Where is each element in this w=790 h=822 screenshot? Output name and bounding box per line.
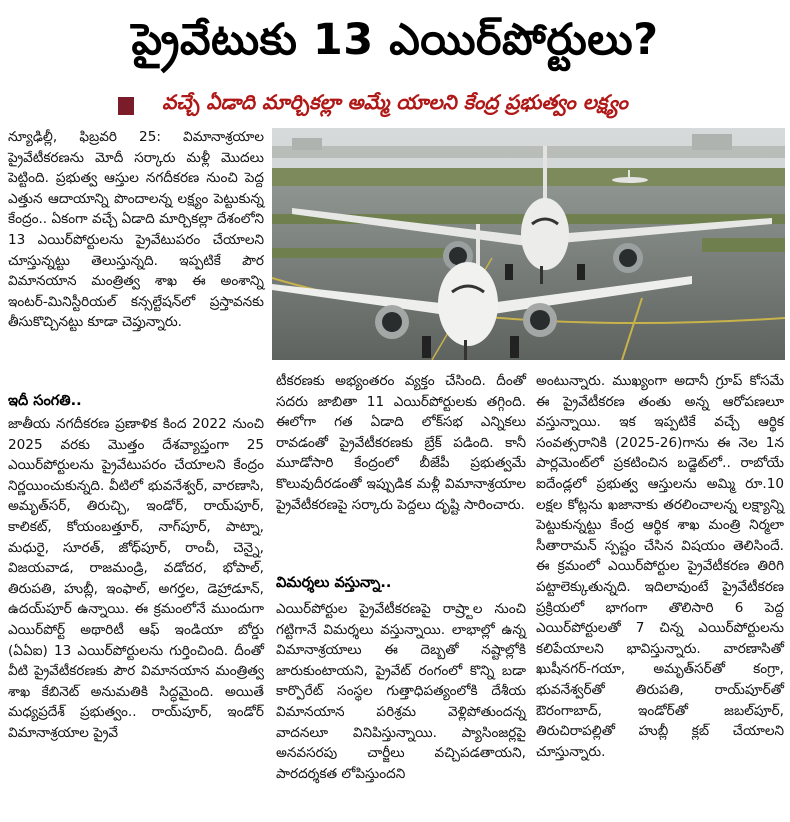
column2-top-text: టీకరణకు అభ్యంతరం వ్యక్తం చేసింది. దీంతో సదరు జాబితా 11 ఎయిర్‌పోర్టులకు తగ్గింది. ఈలోగా గత ఏడాది లోక్‌సభ ఎన్నికలు రావడంతో ప్రైవేటీకరణకు బ్రేక్ పడింది. కానీ మూడోసారి కేంద్రంలో బీజేపీ ప్రభుత్వమే కొలువుదీరడంతో ఇప్పుడిక మళ్లీ విమానాశ్రయాల ప్రైవేటీకరణపై సర్కారు పెద్దలు దృష్టి సారించారు. bbox=[276, 373, 526, 513]
intro-text: న్యూఢిల్లీ, ఫిబ్రవరి 25: విమానాశ్రయాల ప్రైవేటీకరణను మోదీ సర్కారు మళ్లీ మొదలు పెట్టింది. ప్రభుత్వ ఆస్తుల నగదీకరణ నుంచి పెద్ద ఎత్తున ఆదాయాన్ని పొందాలన్న లక్ష్యం పెట్టుకున్న కేంద్రం.. ఏకంగా వచ్చే ఏడాది మార్చికల్లా దేశంలోని 13 ఎయిర్‌పోర్టులను ప్రైవేటుపరం చేయాలని చూస్తున్నట్టు తెలుస్తున్నది. ఇప్పటికే పౌర విమానయాన మంత్రిత్వ శాఖ ఈ అంశాన్ని ఇంటర్-మినిస్టీరియల్ కన్సల్టేషన్‌లో ప్రస్తావనకు తీసుకొచ్చినట్టు కూడా చెప్తున్నారు. bbox=[8, 129, 264, 331]
section1-heading: ఇదీ సంగతి.. bbox=[8, 393, 82, 409]
column2-body bbox=[276, 599, 526, 784]
section1-body bbox=[8, 414, 264, 744]
subheadline: వచ్చే ఏడాది మార్చికల్లా అమ్మే యాలని కేంద్ర ప్రభుత్వం లక్ష్యం bbox=[162, 90, 628, 114]
column2-top bbox=[276, 371, 526, 515]
column3-text: అంటున్నారు. ముఖ్యంగా అదానీ గ్రూప్ కోసమే ఈ ప్రైవేటీకరణ తంతు అన్న ఆరోపణలూ వస్తున్నాయి. ఇక ఇప్పటికే వచ్చే ఆర్థిక సంవత్సరానికి (2025-26)గాను ఈ నెల 1న పార్లమెంట్‌లో ప్రకటించిన బడ్జెట్‌లో.. రాబోయే ఐదేండ్లలో ప్రభుత్వ ఆస్తులను అమ్మి రూ.10 లక్షల కోట్లను ఖజానాకు తరలించాలన్న లక్ష్యాన్ని పెట్టుకున్నట్టు కేంద్ర ఆర్థిక శాఖ మంత్రి నిర్మలా సీతారామన్ స్పష్టం చేసిన విషయం తెలిసిందే. ఈ క్రమంలో ఎయిర్‌పోర్టుల ప్రైవేటీకరణ తిరిగి పట్టాలెక్కుతున్నది. ఇదిలావుంటే ప్రైవేటీకరణ ప్రక్రియలో భాగంగా తొలిసారి 6 పెద్ద ఎయిర్‌పోర్టులతో 7 చిన్న ఎయిర్‌పోర్టులను కలిపేయాలని భావిస్తున్నారు. వారణాసితో ఖుషీనగర్-గయా, అమృత్‌సర్‌తో కంగ్రా, భువనేశ్వర్‌తో తిరుపతి, రాయ్‌పూర్‌తో ఔరంగాబాద్, ఇండోర్‌తో జబల్‌పూర్, తిరుచిరాపల్లితో హుబ్లీ క్లబ్ చేయాలని చూస్తున్నారు. bbox=[536, 373, 784, 760]
headline: ప్రైవేటుకు 13 ఎయిర్‌పోర్టులు? bbox=[131, 15, 659, 65]
column3-body bbox=[536, 371, 784, 762]
intro-paragraph bbox=[8, 127, 264, 333]
section1-text: జాతీయ నగదీకరణ ప్రణాళిక కింద 2022 నుంచి 2025 వరకు మొత్తం దేశవ్యాప్తంగా 25 ఎయిర్‌పోర్టులను ప్రైవేటుపరం చేయాలని కేంద్రం నిర్ణయించుకున్నది. వీటిలో భువనేశ్వర్, వారణాసి, అమృత్‌సర్, తిరుచ్చి, ఇండోర్, రాయ్‌పూర్, కాలికట్, కోయంబత్తూర్, నాగ్‌పూర్, పాట్నా, మధురై, సూరత్, జోధ్‌పూర్, రాంచీ, చెన్నై, విజయవాడ, రాజమండ్రి, వడోదర, భోపాల్, తిరుపతి, హుబ్లీ, ఇంఫాల్, అగర్తల, డెహ్రాడూన్, ఉదయ్‌పూర్ ఉన్నాయి. ఈ క్రమంలోనే ముందుగా ఎయిర్‌పోర్ట్ అథారిటీ ఆఫ్ ఇండియా బోర్డు (ఏఏఐ) 13 ఎయిర్‌పోర్టులను గుర్తించింది. దీంతో వీటి ప్రైవేటీకరణకు పౌర విమానయాన మంత్రిత్వ శాఖ కేబినెట్ అనుమతికి సిద్ధమైంది. అయితే మధ్యప్రదేశ్ ప్రభుత్వం.. రాయ్‌పూర్, ఇండోర్ విమానాశ్రయాల ప్రైవే bbox=[8, 416, 264, 741]
section2-heading: విమర్శలు వస్తున్నా.. bbox=[276, 575, 392, 591]
column2-body-text: ఎయిర్‌పోర్టుల ప్రైవేటీకరణపై రాష్ర్టాల నుంచి గట్టిగానే విమర్శలు వస్తున్నాయి. లాభాల్లో ఉన్న విమానాశ్రయాలు ఈ దెబ్బతో నష్టాల్లోకి జారుకుంటాయని, ప్రైవేట్ రంగంలో కొన్ని బడా కార్పొరేట్ సంస్థల గుత్తాధిపత్యంలోకి దేశీయ విమానయాన పరిశ్రమ వెళ్లిపోతుందన్న వాదనలూ వినిపిస్తున్నాయి. ప్యాసింజర్లపై అనవసరపు చార్జీలు వచ్చిపడతాయని, పారదర్శకత లోపిస్తుందని bbox=[276, 601, 526, 782]
airplanes-photo bbox=[272, 128, 785, 360]
